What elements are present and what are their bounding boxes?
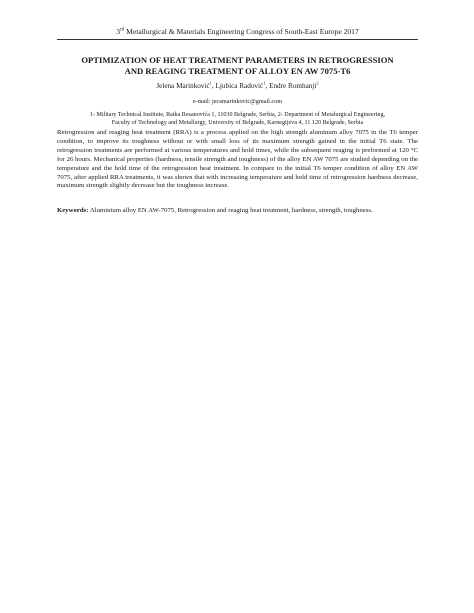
author-separator: , — [265, 82, 270, 90]
header-ordinal: rd — [120, 27, 125, 33]
author-name: Jelena Marinković — [156, 82, 210, 90]
author-separator: , — [211, 82, 216, 90]
author-name: Ljubica Radović — [215, 82, 264, 90]
keywords-text: Aluminium alloy EN AW-7075, Retrogression and reaging heat treatment, hardness, strength, toughness. — [88, 207, 373, 214]
author-affiliation-mark: 1 — [209, 80, 212, 86]
affiliation-line-1: 1- Military Technical Institute, Ratka Resanovića 1, 11030 Belgrade, Serbia, 2- Department of Metalurgical Engineering, — [89, 112, 386, 118]
abstract-text: Retrogression and reaging heat treatment (RRA) is a process applied on the high strength aluminum alloy 7075 in the T6 temper condition, to improve its toughness without or with small loss of its maximum strength gained in the initial T6 state. The retrogression treatments are performed at various temperatures and hold times, while the subsequent reaging is preformed at 120 °C for 26 hours. Mechanical properties (hardness, tensile strength and toughness) of the alloy EN AW 7075 are studied depending on the temperature and the hold time of the retrogression heat treatment. In compare to the initial T6 temper condition of alloy EN AW 7075, after applied RRA treatments, it was shown that with increasing temperature and hold time of retrogression hardness decrease, maximum strength slightly decrease but the toughness increase. — [57, 129, 418, 190]
author-name: Endre Romhanji — [269, 82, 317, 90]
keywords — [57, 207, 418, 216]
author-list — [57, 82, 418, 91]
keywords-label: Keywords: — [57, 207, 89, 214]
header-rule — [57, 39, 418, 40]
contact-email: e-mail: jecamarinkovic@gmail.com — [192, 98, 283, 105]
author-affiliation-mark: 1 — [263, 80, 266, 86]
affiliations — [57, 111, 418, 127]
header-text: Metallurgical & Materials Engineering Congress of South-East Europe 2017 — [124, 27, 359, 36]
author-affiliation-mark: 2 — [316, 80, 319, 86]
running-header — [57, 27, 418, 36]
paper-title — [57, 55, 418, 76]
header-number: 3 — [116, 27, 121, 36]
title-line-2: AND REAGING TREATMENT OF ALLOY EN AW 7075-T6 — [124, 65, 351, 76]
affiliation-line-2: Faculty of Technology and Metallurgy, University of Belgrade, Karnegijeva 4, 11 120 Belgrade, Serbia — [111, 120, 364, 127]
title-line-1: OPTIMIZATION OF HEAT TREATMENT PARAMETERS IN RETROGRESSION — [81, 55, 394, 65]
